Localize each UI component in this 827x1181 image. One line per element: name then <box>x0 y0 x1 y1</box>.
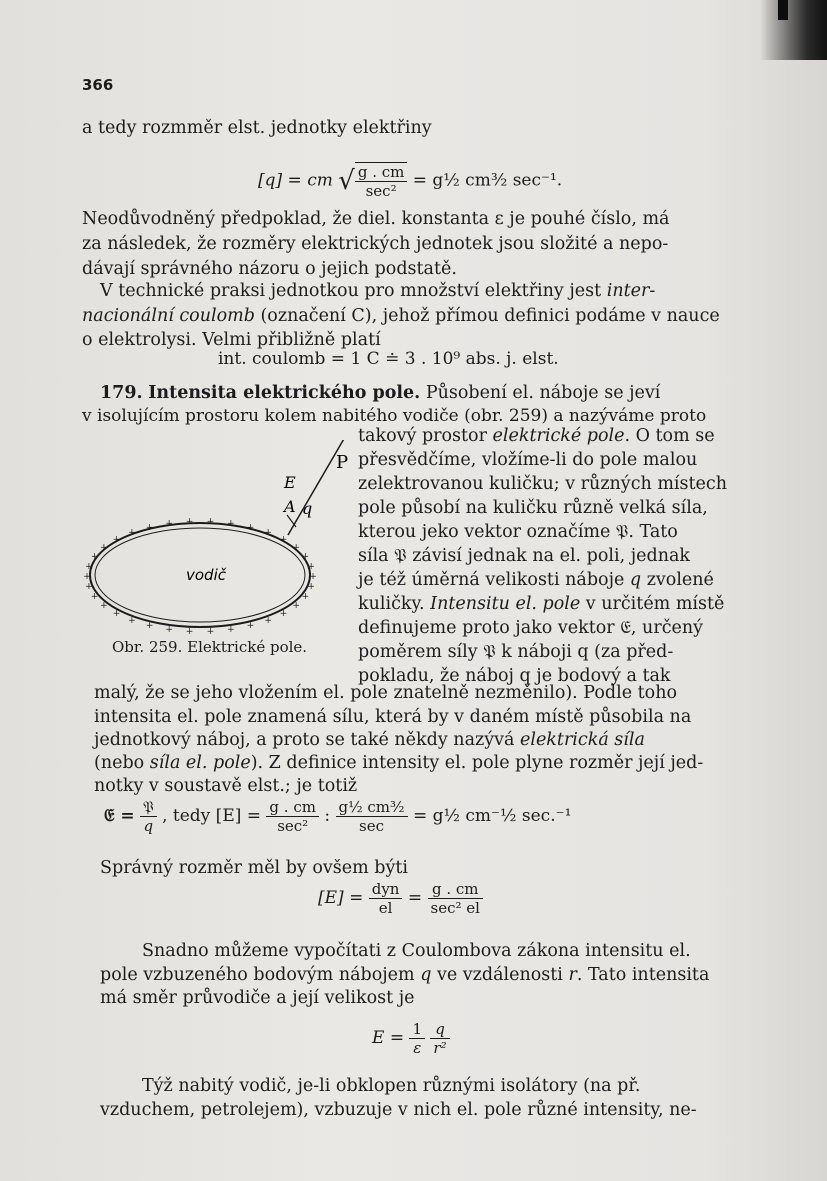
plus-charge-sign: + <box>85 582 93 593</box>
numerator: q <box>430 1020 449 1039</box>
text-line: pole působí na kuličku různě velká síla, <box>358 498 708 518</box>
text-span: (nebo <box>94 753 150 773</box>
fraction <box>369 880 403 917</box>
eq-part: E = <box>372 1028 405 1048</box>
text-line: poměrem síly 𝔓 k náboji q (za před- <box>358 642 674 662</box>
equation-coulomb: int. coulomb = 1 C ≐ 3 . 10⁹ abs. j. elst. <box>218 349 559 369</box>
text-span: V technické praksi jednotkou pro množství elektřiny jest <box>100 281 607 301</box>
fraction <box>409 1020 425 1057</box>
text-span: q <box>420 965 432 985</box>
eq-part: 𝔈 = <box>104 806 135 826</box>
text-line: Týž nabitý vodič, je-li obklopen různými isolátory (na př. <box>142 1076 641 1096</box>
text-span: nacionální coulomb <box>82 306 255 326</box>
text-span: Působení el. náboje se jeví <box>420 383 661 403</box>
plus-charge-sign: + <box>279 534 288 545</box>
text-span: q <box>629 570 642 590</box>
denominator: sec² <box>365 182 397 200</box>
text-line <box>94 729 645 751</box>
equation-intensity-dimension <box>104 798 571 835</box>
text-span: elektrická síla <box>520 730 645 750</box>
plus-charge-sign: + <box>90 591 99 602</box>
eq-part: = <box>407 888 423 908</box>
text-line <box>358 569 714 591</box>
plus-charge-sign: + <box>112 534 121 545</box>
label-e: E <box>284 473 296 492</box>
text-line <box>94 752 703 774</box>
denominator: ε <box>413 1039 422 1057</box>
plus-charge-sign: + <box>246 621 255 632</box>
plus-charge-sign: + <box>100 601 108 611</box>
text-span: takový prostor <box>358 426 493 446</box>
equation-charge-dimension <box>258 162 562 200</box>
fraction <box>355 162 408 200</box>
section-title: Intensita elektrického pole. <box>148 383 421 403</box>
text-line: intensita el. pole znamená sílu, která by v daném místě působila na <box>94 707 692 727</box>
numerator: 𝔓 <box>140 798 157 817</box>
text-line <box>358 425 715 447</box>
fraction <box>430 1020 449 1057</box>
text-line: notky v soustavě elst.; je totiž <box>94 776 358 796</box>
eq-part: [E] = <box>318 888 364 908</box>
text-line <box>100 280 655 302</box>
text-span: ve vzdálenosti <box>431 965 569 985</box>
text-line: a tedy rozmměr elst. jednotky elektřiny <box>82 118 432 138</box>
text-span: . O tom se <box>624 426 715 446</box>
text-line: Správný rozměr měl by ovšem býti <box>100 858 408 878</box>
text-line <box>82 305 720 327</box>
denominator: el <box>378 899 393 917</box>
plus-charge-sign: + <box>128 528 136 539</box>
text-line: o elektrolysi. Velmi přibližně platí <box>82 330 381 350</box>
force-vector <box>287 515 296 527</box>
text-span: (označení C), jehož přímou definici podáme v nauce <box>254 306 720 326</box>
text-line: zelektrovanou kuličku; v různých místech <box>358 474 727 494</box>
eq-part: = g½ cm³⁄₂ sec⁻¹. <box>412 170 563 191</box>
text-span: kuličky. <box>358 594 431 614</box>
fraction <box>336 798 408 835</box>
equation-point-charge-field <box>372 1020 450 1057</box>
book-spine-shadow <box>760 0 827 60</box>
plus-charge-sign: + <box>307 582 315 593</box>
label-a: A <box>284 497 296 516</box>
numerator: g . cm <box>266 798 319 817</box>
plus-charge-sign: + <box>307 561 315 572</box>
plus-charge-sign: + <box>309 572 317 582</box>
eq-part: = g½ cm⁻½ sec.⁻¹ <box>412 806 572 826</box>
plus-charge-sign: + <box>227 624 235 635</box>
text-line: Neodůvodněný předpoklad, že diel. konstanta ε je pouhé číslo, má <box>82 209 670 229</box>
text-line: definujeme proto jako vektor 𝔈, určený <box>358 618 704 638</box>
plus-charge-sign: + <box>145 522 154 533</box>
fraction <box>428 880 483 917</box>
figure-caption: Obr. 259. Elektrické pole. <box>112 638 308 656</box>
section-heading-line <box>100 382 660 404</box>
text-span: síla el. pole <box>149 753 251 773</box>
denominator: r² <box>433 1039 447 1057</box>
plus-charge-sign: + <box>112 609 121 620</box>
text-line: Snadno můžeme vypočítati z Coulombova zákona intensitu el. <box>142 941 691 961</box>
denominator: q <box>143 817 154 835</box>
text-span: . Tato intensita <box>576 965 710 985</box>
plus-charge-sign: + <box>128 615 136 626</box>
book-spine-edge <box>778 0 788 20</box>
fraction <box>266 798 319 835</box>
plus-charge-sign: + <box>206 517 215 528</box>
numerator: dyn <box>369 880 403 899</box>
text-span: elektrické pole <box>492 426 625 446</box>
numerator: g½ cm³⁄₂ <box>336 798 408 817</box>
label-p: P <box>336 452 349 473</box>
equation-correct-dimension <box>318 880 483 917</box>
fraction <box>140 798 157 835</box>
text-span: Intensitu el. pole <box>430 594 581 614</box>
text-line: vzduchem, petrolejem), vzbuzuje v nich el. pole různé intensity, ne- <box>100 1100 697 1120</box>
text-span: ). Z definice intensity el. pole plyne rozměr její jed- <box>250 753 704 773</box>
plus-charge-sign: + <box>292 601 300 611</box>
plus-charge-sign: + <box>292 543 300 553</box>
numerator: g . cm <box>355 163 408 182</box>
plus-charge-sign: + <box>246 522 255 533</box>
plus-charge-sign: + <box>90 552 99 563</box>
plus-charge-sign: + <box>227 519 235 530</box>
numerator: 1 <box>409 1020 425 1039</box>
text-line <box>358 593 724 615</box>
label-vodic: vodič <box>186 566 226 584</box>
page-number: 366 <box>82 76 114 94</box>
text-line: za následek, že rozměry elektrických jednotek jsou složité a nepo- <box>82 234 669 254</box>
section-number: 179. <box>100 383 143 403</box>
plus-charge-sign: + <box>100 543 108 553</box>
text-span: zvolené <box>641 570 714 590</box>
text-span: r <box>568 965 577 985</box>
text-line: pokladu, že náboj q je bodový a tak <box>358 666 671 686</box>
denominator: sec² <box>277 817 309 835</box>
plus-charge-sign: + <box>85 561 93 572</box>
plus-charge-sign: + <box>145 621 154 632</box>
text-line: dávají správného názoru o jejich podstatě. <box>82 259 457 279</box>
text-span: inter- <box>606 281 656 301</box>
plus-charge-sign: + <box>301 591 310 602</box>
text-line: kterou jeko vektor označíme 𝔓. Tato <box>358 522 678 542</box>
text-line: malý, že se jeho vložením el. pole znatelně nezměnilo). Podle toho <box>94 683 678 703</box>
text-span: v určitém místě <box>580 594 725 614</box>
text-span: jednotkový náboj, a proto se také někdy nazývá <box>94 730 520 750</box>
plus-charge-sign: + <box>185 517 194 528</box>
eq-part: , tedy [E] = <box>162 806 262 826</box>
text-span: je též úměrná velikosti náboje <box>358 570 630 590</box>
sqrt-sign: √ <box>338 166 355 196</box>
plus-charge-sign: + <box>185 626 194 637</box>
plus-charge-sign: + <box>279 609 288 620</box>
text-span: pole vzbuzeného bodovým nábojem <box>100 965 421 985</box>
numerator: g . cm <box>428 880 483 899</box>
text-line: má směr průvodiče a její velikost je <box>100 988 415 1008</box>
text-line: síla 𝔓 závisí jednak na el. poli, jednak <box>358 546 691 566</box>
text-line: v isolujícím prostoru kolem nabitého vodiče (obr. 259) a nazýváme proto <box>82 406 707 426</box>
plus-charge-sign: + <box>83 572 91 582</box>
label-q: q <box>302 499 313 518</box>
plus-charge-sign: + <box>206 626 215 637</box>
plus-charge-sign: + <box>264 528 272 539</box>
eq-part: : <box>324 806 331 826</box>
plus-charge-sign: + <box>301 552 310 563</box>
text-line: přesvědčíme, vložíme-li do pole malou <box>358 450 698 470</box>
plus-charge-sign: + <box>165 519 173 530</box>
denominator: sec <box>359 817 385 835</box>
plus-charge-sign: + <box>264 615 272 626</box>
figure-electric-field <box>82 440 352 670</box>
eq-part: [q] = cm <box>258 170 333 191</box>
plus-charge-sign: + <box>165 624 173 635</box>
denominator: sec² el <box>430 899 480 917</box>
text-line <box>100 964 709 986</box>
